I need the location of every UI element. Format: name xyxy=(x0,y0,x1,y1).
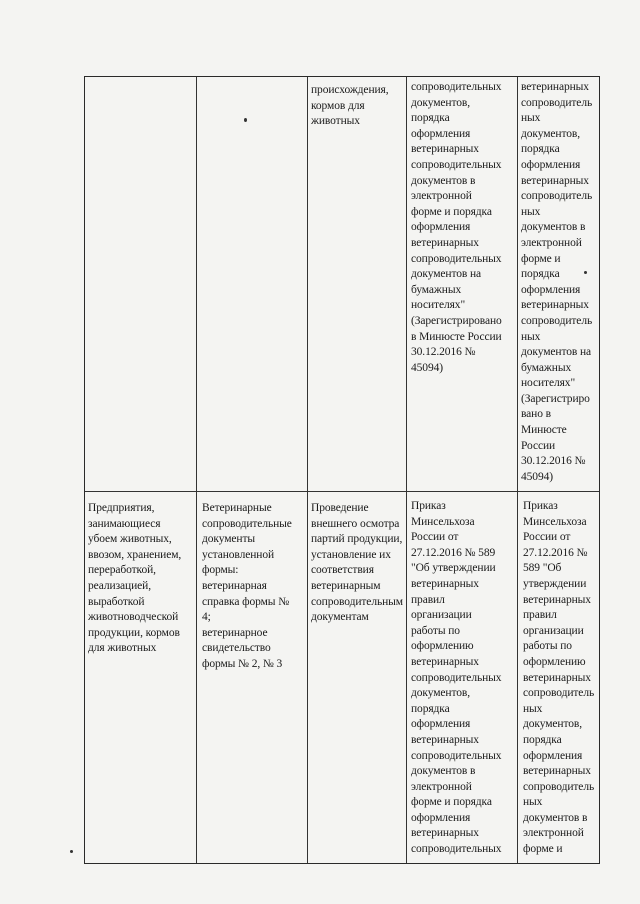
row2-col2-cell: Ветеринарные сопроводительные документы установленной формы: ветеринарная справка формы № 4; ветеринарное свидетельство формы № 2, № 3 xyxy=(202,502,292,670)
row2-col1-cell: Предприятия, занимающиеся убоем животных, ввозом, хранением, переработкой, реализацией, выработкой животноводческой продукции, кормов для животных xyxy=(88,502,182,655)
scan-speck xyxy=(584,271,587,274)
row1-col5-cell: ветеринарных сопроводитель ных документов, порядка оформления ветеринарных сопроводитель ных документов в электронной форме и порядка оформления ветеринарных сопроводитель ных документов на бумажных носителях" (Зарегистриро вано в Минюсте России 30.12.2016 № 45094) xyxy=(521,81,593,483)
column-divider xyxy=(307,77,308,863)
column-divider xyxy=(406,77,407,863)
row2-col5-cell: Приказ Минсельхоза России от 27.12.2016 № 589 "Об утверждении ветеринарных правил организации работы по оформлению ветеринарных сопроводитель ных документов, порядка оформления ветеринарных сопроводитель ных документов в электронной форме и xyxy=(523,500,595,856)
row2-col4-cell: Приказ Минсельхоза России от 27.12.2016 № 589 "Об утверждении ветеринарных правил организации работы по оформлению ветеринарных сопроводительных документов, порядка оформления ветеринарных сопроводительных документов в электронной форме и порядка оформления ветеринарных сопроводительных xyxy=(411,500,502,856)
row2-col3-cell: Проведение внешнего осмотра партий продукции, установление их соответствия ветеринарным сопроводительным документам xyxy=(311,502,403,624)
row1-col4-cell: сопроводительных документов, порядка оформления ветеринарных сопроводительных документов в электронной форме и порядка оформления ветеринарных сопроводительных документов на бумажных носителях" (Зарегистрировано в Минюсте России 30.12.2016 № 45094) xyxy=(411,81,502,374)
row-divider xyxy=(85,491,599,492)
row1-col3-cell: происхождения, кормов для животных xyxy=(311,84,389,128)
scan-speck xyxy=(70,850,73,853)
scan-speck xyxy=(244,118,247,122)
regulation-table xyxy=(84,76,600,864)
column-divider xyxy=(517,77,518,863)
column-divider xyxy=(196,77,197,863)
